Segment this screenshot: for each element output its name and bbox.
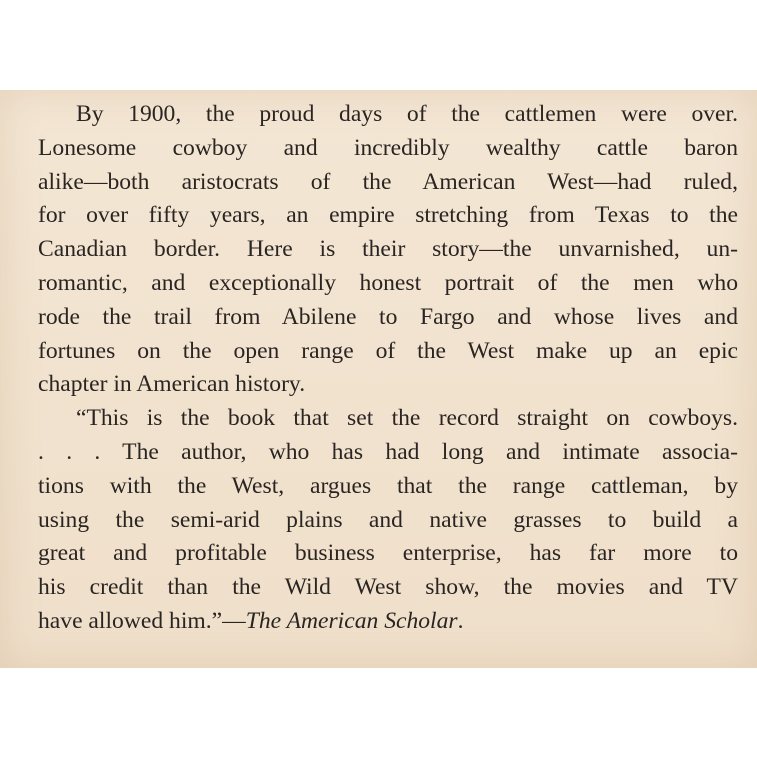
text-line: tions with the West, argues that the range cattleman, by: [38, 472, 738, 499]
text-line: his credit than the Wild West show, the movies and TV: [38, 574, 738, 601]
text-line: “This is the book that set the record straight on cowboys.: [76, 405, 738, 432]
text-line: for over fifty years, an empire stretching from Texas to the: [38, 202, 738, 229]
quote-end: have allowed him.”—: [38, 607, 246, 634]
paragraph-2-quote: [38, 402, 738, 639]
text-line-attribution: [38, 605, 738, 639]
text-line: fortunes on the open range of the West make up an epic: [38, 337, 738, 364]
text-line: chapter in American history.: [38, 371, 306, 398]
text-line: Lonesome cowboy and incredibly wealthy cattle baron: [38, 134, 738, 161]
quote-source: The American Scholar: [245, 607, 458, 634]
text-line: romantic, and exceptionally honest portrait of the men who: [38, 269, 738, 296]
text-line: great and profitable business enterprise, has far more to: [38, 540, 738, 567]
text-line: rode the trail from Abilene to Fargo and whose lives and: [38, 303, 738, 330]
source-period: .: [457, 607, 464, 634]
paragraph-1: [38, 98, 738, 402]
text-line: using the semi-arid plains and native grasses to build a: [38, 506, 738, 533]
text-line: Canadian border. Here is their story—the unvarnished, un-: [38, 236, 738, 263]
body-text: [38, 98, 738, 639]
text-line: . . . The author, who has had long and intimate associa-: [38, 438, 738, 465]
text-line: By 1900, the proud days of the cattlemen were over.: [76, 101, 738, 127]
text-line: alike—both aristocrats of the American West—had ruled,: [38, 168, 738, 195]
